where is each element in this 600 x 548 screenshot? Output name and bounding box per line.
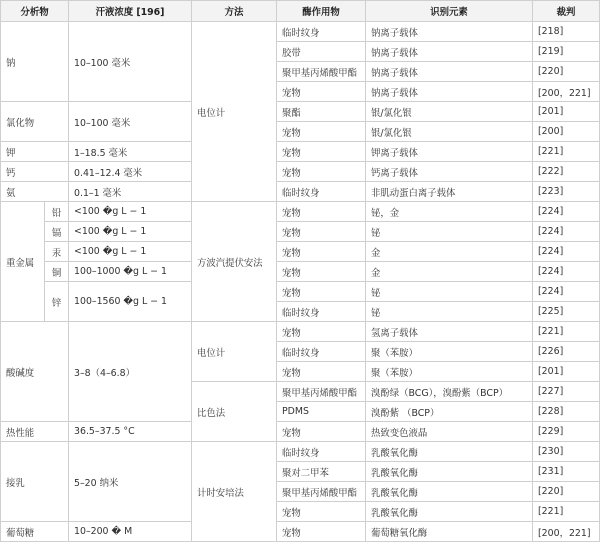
header-reference: 裁判 <box>533 1 600 22</box>
element-cell: 铋，金 <box>366 202 533 222</box>
material-cell: 胶带 <box>277 42 366 62</box>
material-cell: 宠物 <box>277 222 366 242</box>
header-analyte: 分析物 <box>1 1 69 22</box>
element-cell: 铋 <box>366 282 533 302</box>
header-sweat-concentration: 汗液浓度 [196] <box>69 1 192 22</box>
material-cell: 宠物 <box>277 262 366 282</box>
conc-copper: 100–1000 �g L − 1 <box>69 262 192 282</box>
material-cell: 聚对二甲苯 <box>277 462 366 482</box>
material-cell: 聚甲基丙烯酸甲酯 <box>277 482 366 502</box>
table-row <box>1 102 600 122</box>
material-cell: 宠物 <box>277 242 366 262</box>
method-potentiometric: 电位计 <box>192 22 277 202</box>
table-row <box>1 202 600 222</box>
material-cell: 临时纹身 <box>277 182 366 202</box>
element-cell: 乳酸氧化酶 <box>366 462 533 482</box>
material-cell: 宠物 <box>277 162 366 182</box>
reference-cell: [224] <box>533 242 600 262</box>
analyte-chloride: 氯化物 <box>1 102 69 142</box>
conc-mercury: <100 �g L − 1 <box>69 242 192 262</box>
conc-zinc: 100–1560 �g L − 1 <box>69 282 192 322</box>
reference-cell: [218] <box>533 22 600 42</box>
material-cell: 宠物 <box>277 122 366 142</box>
table-row <box>1 522 600 542</box>
reference-cell: [221] <box>533 142 600 162</box>
reference-cell: [226] <box>533 342 600 362</box>
analyte-ph: 酸碱度 <box>1 322 69 422</box>
table-row <box>1 142 600 162</box>
conc-ph: 3–8（4–6.8） <box>69 322 192 422</box>
element-cell: 溴酚绿（BCG），溴酚紫（BCP） <box>366 382 533 402</box>
element-cell: 聚（苯胺） <box>366 362 533 382</box>
conc-lead: <100 �g L − 1 <box>69 202 192 222</box>
conc-thermal: 36.5–37.5 °C <box>69 422 192 442</box>
element-cell: 钠离子载体 <box>366 82 533 102</box>
material-cell: 临时纹身 <box>277 342 366 362</box>
material-cell: 宠物 <box>277 522 366 542</box>
method-potentiometric-ph: 电位计 <box>192 322 277 382</box>
reference-cell: [228] <box>533 402 600 422</box>
method-colorimetric: 比色法 <box>192 382 277 442</box>
material-cell: 聚甲基丙烯酸甲酯 <box>277 382 366 402</box>
reference-cell: [225] <box>533 302 600 322</box>
element-cell: 银/氯化银 <box>366 102 533 122</box>
element-cell: 钠离子载体 <box>366 42 533 62</box>
method-chronoamperometric: 计时安培法 <box>192 442 277 542</box>
reference-cell: [223] <box>533 182 600 202</box>
reference-cell: [222] <box>533 162 600 182</box>
analyte-cadmium: 镉 <box>45 222 69 242</box>
reference-cell: [224] <box>533 202 600 222</box>
reference-cell: [231] <box>533 462 600 482</box>
element-cell: 金 <box>366 262 533 282</box>
header-method: 方法 <box>192 1 277 22</box>
element-cell: 钾离子载体 <box>366 142 533 162</box>
material-cell: 宠物 <box>277 362 366 382</box>
conc-chloride: 10–100 毫米 <box>69 102 192 142</box>
header-row <box>1 1 600 22</box>
material-cell: 宠物 <box>277 282 366 302</box>
reference-cell: [221] <box>533 502 600 522</box>
element-cell: 银/氯化银 <box>366 122 533 142</box>
reference-cell: [220] <box>533 62 600 82</box>
table-row <box>1 22 600 42</box>
method-square-wave-stripping: 方波汽提伏安法 <box>192 202 277 322</box>
material-cell: 宠物 <box>277 422 366 442</box>
analyte-ammonia: 氨 <box>1 182 69 202</box>
conc-sodium: 10–100 毫米 <box>69 22 192 102</box>
reference-cell: [200，221] <box>533 82 600 102</box>
reference-cell: [227] <box>533 382 600 402</box>
reference-cell: [201] <box>533 102 600 122</box>
element-cell: 非肌动蛋白离子载体 <box>366 182 533 202</box>
table-row <box>1 162 600 182</box>
table-row <box>1 282 600 302</box>
table-row <box>1 262 600 282</box>
conc-ammonia: 0.1–1 毫米 <box>69 182 192 202</box>
material-cell: 聚甲基丙烯酸甲酯 <box>277 62 366 82</box>
element-cell: 乳酸氧化酶 <box>366 502 533 522</box>
material-cell: 宠物 <box>277 82 366 102</box>
conc-glucose: 10–200 � M <box>69 522 192 542</box>
analyte-calcium: 钙 <box>1 162 69 182</box>
analyte-lead: 铅 <box>45 202 69 222</box>
reference-cell: [224] <box>533 262 600 282</box>
table-row <box>1 422 600 442</box>
analyte-heavy-metals: 重金属 <box>1 202 45 322</box>
reference-cell: [224] <box>533 282 600 302</box>
element-cell: 铋 <box>366 222 533 242</box>
element-cell: 金 <box>366 242 533 262</box>
table-row <box>1 182 600 202</box>
element-cell: 热致变色液晶 <box>366 422 533 442</box>
reference-cell: [221] <box>533 322 600 342</box>
conc-cadmium: <100 �g L − 1 <box>69 222 192 242</box>
conc-potassium: 1–18.5 毫米 <box>69 142 192 162</box>
header-material: 酶作用物 <box>277 1 366 22</box>
header-recognition-element: 识别元素 <box>366 1 533 22</box>
reference-cell: [200] <box>533 122 600 142</box>
analyte-zinc: 锌 <box>45 282 69 322</box>
reference-cell: [200，221] <box>533 522 600 542</box>
element-cell: 钙离子载体 <box>366 162 533 182</box>
element-cell: 聚（苯胺） <box>366 342 533 362</box>
reference-cell: [229] <box>533 422 600 442</box>
table-row <box>1 222 600 242</box>
table-row <box>1 442 600 462</box>
reference-cell: [220] <box>533 482 600 502</box>
reference-cell: [230] <box>533 442 600 462</box>
element-cell: 钠离子载体 <box>366 22 533 42</box>
material-cell: 临时纹身 <box>277 442 366 462</box>
conc-lactate: 5–20 纳米 <box>69 442 192 522</box>
element-cell: 乳酸氧化酶 <box>366 482 533 502</box>
element-cell: 氢离子载体 <box>366 322 533 342</box>
reference-cell: [201] <box>533 362 600 382</box>
analyte-lactate: 接乳 <box>1 442 69 522</box>
material-cell: 聚酯 <box>277 102 366 122</box>
element-cell: 钠离子载体 <box>366 62 533 82</box>
analyte-copper: 铜 <box>45 262 69 282</box>
element-cell: 葡萄糖氧化酶 <box>366 522 533 542</box>
reference-cell: [219] <box>533 42 600 62</box>
analyte-glucose: 葡萄糖 <box>1 522 69 542</box>
material-cell: 宠物 <box>277 142 366 162</box>
element-cell: 铋 <box>366 302 533 322</box>
reference-cell: [224] <box>533 222 600 242</box>
material-cell: 宠物 <box>277 322 366 342</box>
analyte-sodium: 钠 <box>1 22 69 102</box>
element-cell: 溴酚紫 （BCP） <box>366 402 533 422</box>
analyte-mercury: 汞 <box>45 242 69 262</box>
table-row <box>1 322 600 342</box>
material-cell: PDMS <box>277 402 366 422</box>
material-cell: 宠物 <box>277 202 366 222</box>
material-cell: 临时纹身 <box>277 22 366 42</box>
material-cell: 宠物 <box>277 502 366 522</box>
table-row <box>1 242 600 262</box>
material-cell: 临时纹身 <box>277 302 366 322</box>
analyte-thermal: 热性能 <box>1 422 69 442</box>
conc-calcium: 0.41–12.4 毫米 <box>69 162 192 182</box>
element-cell: 乳酸氧化酶 <box>366 442 533 462</box>
analyte-potassium: 钾 <box>1 142 69 162</box>
